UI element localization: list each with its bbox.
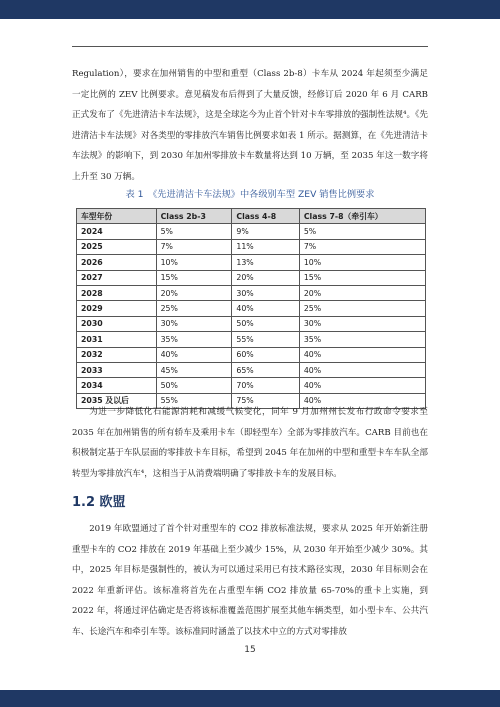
value-cell: 40% xyxy=(232,301,299,316)
year-cell: 2034 xyxy=(77,378,157,393)
value-cell: 9% xyxy=(232,224,299,239)
year-cell: 2024 xyxy=(77,224,157,239)
value-cell: 20% xyxy=(232,270,299,285)
value-cell: 65% xyxy=(232,362,299,377)
body-paragraph-1: Regulation），要求在加州销售的中型和重型（Class 2b-8）卡车从 2024 年起须至少满足一定比例的 ZEV 比例要求。意见稿发布后得到了大量反馈，经修订后 2020 年 6 月 CARB 正式发布了《先进清洁卡车法规》，这是全球迄今为止首个针对卡车零排放的强制性法规⁴。《先进清洁卡车法规》对各类型的零排放汽车销售比例要求如表 1 所示。据测算，在《先进清洁卡车法规》的影响下，到 2030 年加州零排放卡车数量将达到 10 万辆，至 2035 年这一数字将上升至 30 万辆。 xyxy=(72,69,428,182)
table-row xyxy=(77,316,426,331)
value-cell: 7% xyxy=(299,239,425,254)
value-cell: 50% xyxy=(232,316,299,331)
body-paragraph-2: 为进一步降低化石能源消耗和减缓气候变化，同年 9 月加州州长发布行政命令要求至 2035 年在加州销售的所有轿车及乘用卡车（即轻型车）全部为零排放汽车。CARB 目前也在积极制定基于车队层面的零排放卡车目标，希望到 2045 年在加州的中型和重型卡车车队全部转型为零排放汽车⁴，这相当于从消费端明确了零排放卡车的发展目标。 xyxy=(72,407,428,479)
value-cell: 60% xyxy=(232,347,299,362)
year-cell: 2027 xyxy=(77,270,157,285)
value-cell: 30% xyxy=(299,316,425,331)
value-cell: 45% xyxy=(156,362,232,377)
header-cell-class-2b-3: Class 2b-3 xyxy=(156,209,232,224)
table-row xyxy=(77,285,426,300)
value-cell: 30% xyxy=(156,316,232,331)
value-cell: 7% xyxy=(156,239,232,254)
footer-band xyxy=(0,690,500,707)
value-cell: 15% xyxy=(299,270,425,285)
table-row xyxy=(77,347,426,362)
value-cell: 55% xyxy=(232,332,299,347)
value-cell: 40% xyxy=(299,393,425,408)
value-cell: 25% xyxy=(299,301,425,316)
value-cell: 5% xyxy=(156,224,232,239)
value-cell: 40% xyxy=(299,347,425,362)
table-row xyxy=(77,270,426,285)
header-cell-model-year: 车型年份 xyxy=(77,209,157,224)
year-cell: 2026 xyxy=(77,255,157,270)
zev-sales-table xyxy=(76,208,426,409)
value-cell: 11% xyxy=(232,239,299,254)
year-cell: 2033 xyxy=(77,362,157,377)
table-row xyxy=(77,378,426,393)
page-number: 15 xyxy=(244,645,256,655)
value-cell: 30% xyxy=(232,285,299,300)
table-row xyxy=(77,362,426,377)
table-row xyxy=(77,255,426,270)
year-cell: 2030 xyxy=(77,316,157,331)
value-cell: 10% xyxy=(299,255,425,270)
year-cell: 2025 xyxy=(77,239,157,254)
table-row xyxy=(77,239,426,254)
value-cell: 55% xyxy=(156,393,232,408)
year-cell: 2031 xyxy=(77,332,157,347)
year-cell: 2032 xyxy=(77,347,157,362)
body-paragraph-3: 2019 年欧盟通过了首个针对重型车的 CO2 排放标准法规，要求从 2025 年开始新注册重型卡车的 CO2 排放在 2019 年基础上至少减少 15%，从 2030 年开始至少减少 30%。其中，2025 年目标是强制性的，被认为可以通过采用已有技术路径实现，2030 年目标则会在 2022 年重新评估。该标准将首先在占重型车辆 CO2 排放量 65-70%的重卡上实施，到 2022 年，将通过评估确定是否将该标准覆盖范围扩展至其他车辆类型，如小型卡车、公共汽车、长途汽车和牵引车等。该标准同时涵盖了以技术中立的方式对零排放 xyxy=(72,524,428,637)
value-cell: 20% xyxy=(156,285,232,300)
header-band xyxy=(0,0,500,19)
table-header-row xyxy=(77,209,426,224)
value-cell: 40% xyxy=(299,362,425,377)
value-cell: 40% xyxy=(156,347,232,362)
value-cell: 5% xyxy=(299,224,425,239)
value-cell: 75% xyxy=(232,393,299,408)
value-cell: 13% xyxy=(232,255,299,270)
value-cell: 15% xyxy=(156,270,232,285)
year-cell: 2029 xyxy=(77,301,157,316)
section-heading: 1.2 欧盟 xyxy=(72,495,126,510)
value-cell: 50% xyxy=(156,378,232,393)
table-row xyxy=(77,301,426,316)
header-cell-class-4-8: Class 4-8 xyxy=(232,209,299,224)
value-cell: 40% xyxy=(299,378,425,393)
header-cell-class-7-8-tractor: Class 7-8（牵引车） xyxy=(299,209,425,224)
value-cell: 10% xyxy=(156,255,232,270)
header-rule xyxy=(72,46,428,47)
value-cell: 20% xyxy=(299,285,425,300)
value-cell: 25% xyxy=(156,301,232,316)
table-row xyxy=(77,332,426,347)
value-cell: 35% xyxy=(156,332,232,347)
year-cell: 2035 及以后 xyxy=(77,393,157,408)
value-cell: 35% xyxy=(299,332,425,347)
table-caption: 表 1 《先进清洁卡车法规》中各级别车型 ZEV 销售比例要求 xyxy=(125,189,375,200)
value-cell: 70% xyxy=(232,378,299,393)
year-cell: 2028 xyxy=(77,285,157,300)
table-row xyxy=(77,224,426,239)
